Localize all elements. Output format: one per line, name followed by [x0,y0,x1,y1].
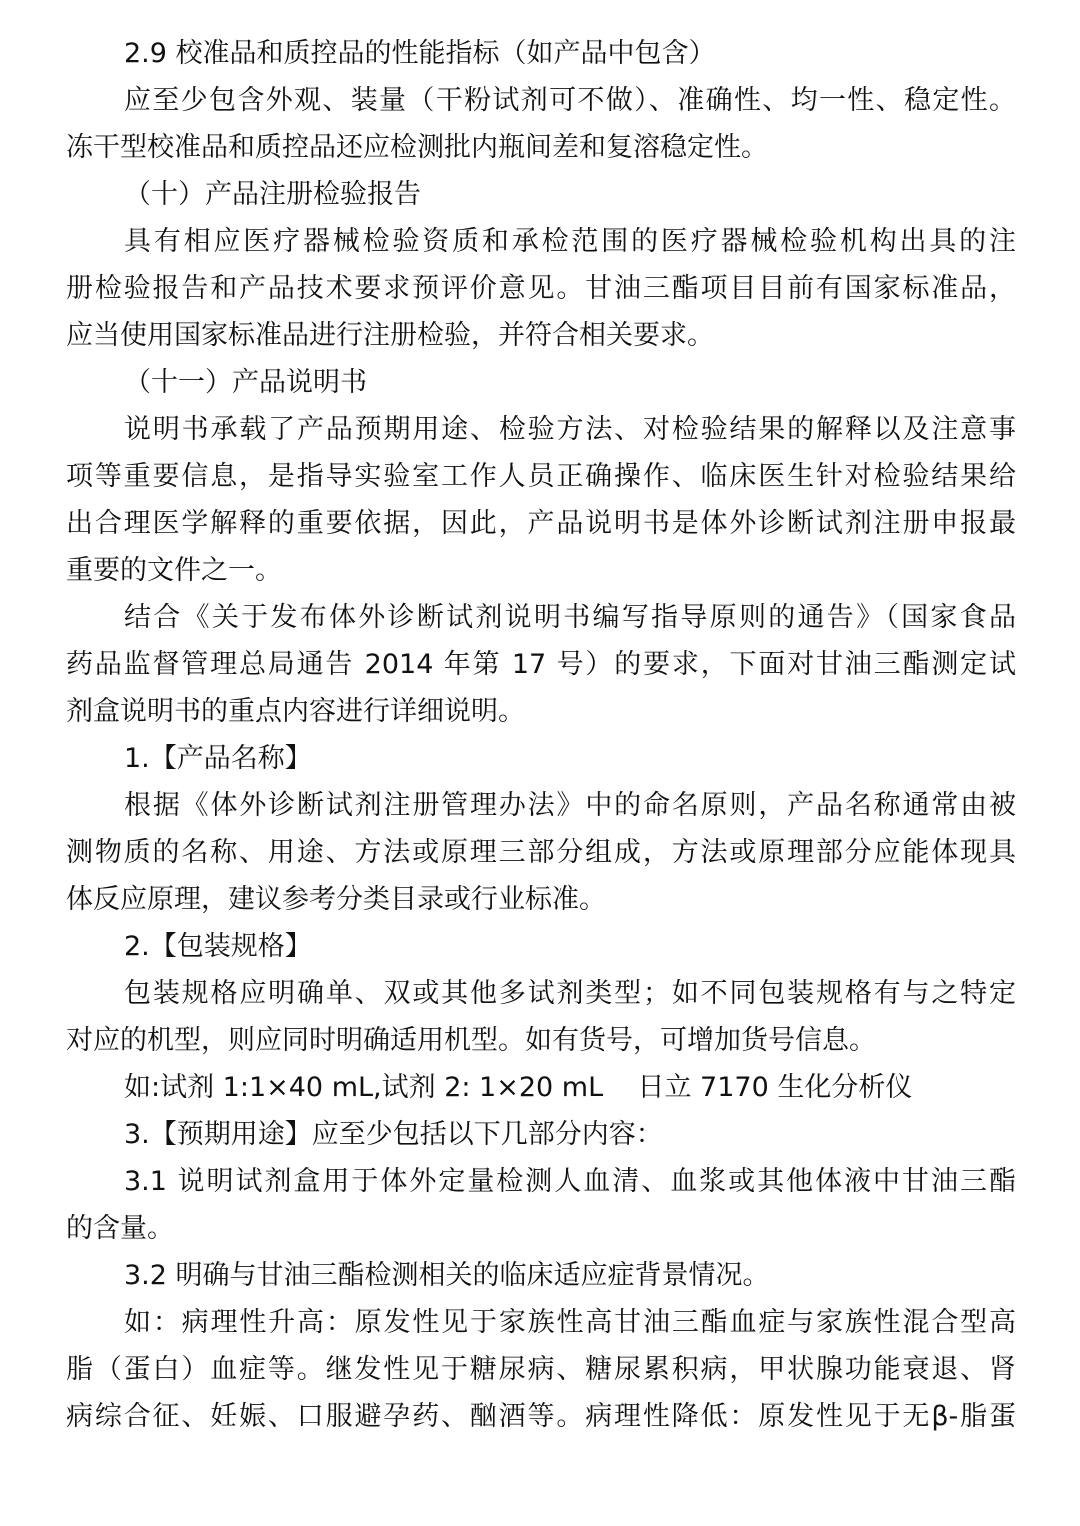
text-line: 包装规格应明确单、双或其他多试剂类型；如不同包装规格有与之特定 [124,978,1016,1009]
text-line: 体反应原理，建议参考分类目录或行业标准。 [66,884,606,915]
text-line: 2.【包装规格】 [124,931,312,962]
text-line: 应当使用国家标准品进行注册检验，并符合相关要求。 [66,320,714,351]
text-line: 1.【产品名称】 [124,743,312,774]
text-line: 对应的机型，则应同时明确适用机型。如有货号，可增加货号信息。 [66,1025,876,1056]
text-line: 说明书承载了产品预期用途、检验方法、对检验结果的解释以及注意事 [124,414,1016,445]
text-line: 3.1 说明试剂盒用于体外定量检测人血清、血浆或其他体液中甘油三酯 [124,1166,1016,1197]
text-line: 剂盒说明书的重点内容进行详细说明。 [66,696,525,727]
text-line: 3.2 明确与甘油三酯检测相关的临床适应症背景情况。 [124,1260,770,1291]
text-line: 冻干型校准品和质控品还应检测批内瓶间差和复溶稳定性。 [66,132,768,163]
document-body [66,30,1016,1440]
text-line: 应至少包含外观、装量（干粉试剂可不做）、准确性、均一性、稳定性。 [124,85,1016,116]
text-line: 册检验报告和产品技术要求预评价意见。甘油三酯项目目前有国家标准品， [66,273,1016,304]
text-line: 如：病理性升高：原发性见于家族性高甘油三酯血症与家族性混合型高 [124,1307,1016,1338]
text-line: 结合《关于发布体外诊断试剂说明书编写指导原则的通告》（国家食品 [124,602,1016,633]
text-line: 具有相应医疗器械检验资质和承检范围的医疗器械检验机构出具的注 [124,226,1016,257]
text-line: 根据《体外诊断试剂注册管理办法》中的命名原则，产品名称通常由被 [124,790,1016,821]
text-line: 如:试剂 1:1×40 mL,试剂 2: 1×20 mL 日立 7170 生化分析仪 [124,1072,913,1103]
text-line: （十）产品注册检验报告 [124,179,421,210]
text-line: 病综合征、妊娠、口服避孕药、酗酒等。病理性降低：原发性见于无β-脂蛋 [66,1401,1016,1432]
text-line: （十一）产品说明书 [124,367,367,398]
text-line: 重要的文件之一。 [66,555,282,586]
text-line: 药品监督管理总局通告 2014 年第 17 号）的要求，下面对甘油三酯测定试 [66,649,1016,680]
text-line: 测物质的名称、用途、方法或原理三部分组成，方法或原理部分应能体现具 [66,837,1016,868]
text-line: 的含量。 [66,1213,174,1244]
text-line: 脂（蛋白）血症等。继发性见于糖尿病、糖尿累积病，甲状腺功能衰退、肾 [66,1354,1016,1385]
text-line: 2.9 校准品和质控品的性能指标（如产品中包含） [124,38,716,69]
text-line: 3.【预期用途】应至少包括以下几部分内容： [124,1119,663,1150]
text-line: 项等重要信息，是指导实验室工作人员正确操作、临床医生针对检验结果给 [66,461,1016,492]
text-line: 出合理医学解释的重要依据，因此，产品说明书是体外诊断试剂注册申报最 [66,508,1016,539]
